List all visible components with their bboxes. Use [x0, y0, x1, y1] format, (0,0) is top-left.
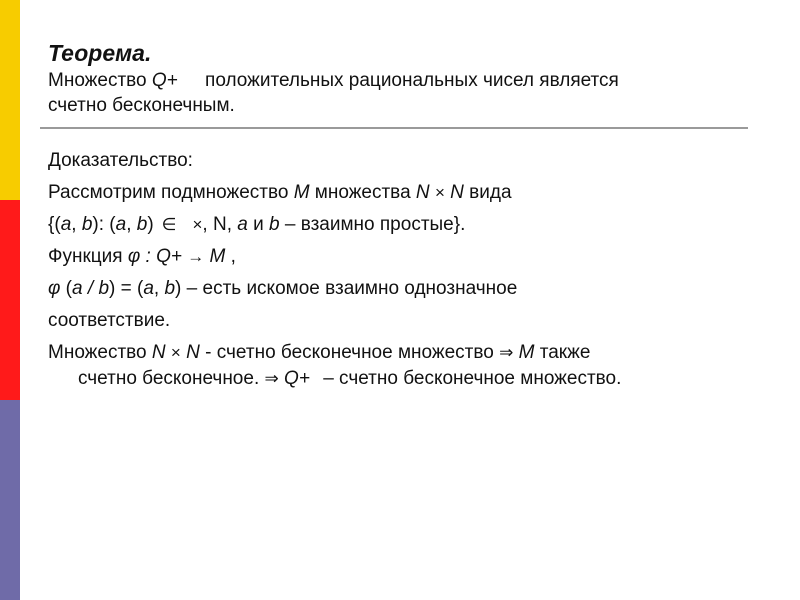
proof-block — [48, 145, 748, 392]
symbol-b: b — [81, 214, 93, 235]
text-segment: также — [539, 342, 591, 363]
symbol-n: N — [151, 342, 166, 363]
symbol-n: N — [415, 182, 430, 203]
text-segment: – взаимно простые}. — [279, 214, 466, 235]
text-segment: вида — [469, 182, 512, 203]
proof-heading: Доказательство: — [48, 150, 193, 171]
text-segment: ) = ( — [109, 278, 144, 299]
text-segment: , — [71, 214, 82, 235]
text-segment: {( — [48, 214, 61, 235]
symbol-q-plus: Q+ — [156, 246, 182, 267]
text-segment: , N, — [202, 214, 232, 235]
symbol-q-plus: Q+ — [151, 70, 178, 91]
text-segment: , — [126, 214, 137, 235]
symbol-a: a — [115, 214, 127, 235]
theorem-text-end: положительных рациональных чисел является — [205, 70, 619, 91]
text-segment: счетно бесконечное. — [78, 368, 260, 389]
text-segment: ( — [60, 278, 73, 299]
text-segment: множества — [314, 182, 411, 203]
symbol-phi: φ — [127, 246, 141, 267]
text-segment: Функция — [48, 246, 123, 267]
symbol-b: b — [136, 214, 148, 235]
sidebar-stripe-red — [0, 200, 20, 400]
sidebar-stripe-yellow — [0, 0, 20, 200]
symbol-a: a — [72, 278, 83, 299]
theorem-title: Теорема. — [48, 40, 152, 66]
proof-line-6 — [48, 340, 748, 366]
text-segment: ): ( — [92, 214, 116, 235]
text-segment: ) — [147, 214, 154, 235]
proof-line-2 — [48, 209, 748, 241]
text-segment: и — [247, 214, 270, 235]
implies-arrow-icon: ⇒ — [499, 343, 514, 362]
divider-line — [40, 127, 748, 129]
sidebar-stripe-purple — [0, 400, 20, 600]
symbol-n: N — [186, 342, 200, 363]
symbol-a: a — [237, 214, 248, 235]
proof-line-5: соответствие. — [48, 310, 171, 331]
text-segment: Рассмотрим подмножество — [48, 182, 289, 203]
proof-line-4 — [48, 273, 748, 305]
text-segment: ) – есть искомое взаимно однозначное — [175, 278, 518, 299]
times-symbol: × — [170, 343, 181, 362]
symbol-a: a — [60, 214, 72, 235]
element-of-symbol: ∈ — [161, 215, 177, 234]
proof-line-3 — [48, 241, 748, 273]
theorem-text-start: Множество — [48, 70, 147, 91]
implies-arrow-icon: ⇒ — [264, 369, 279, 388]
symbol-b: b — [164, 278, 176, 299]
proof-line-7 — [48, 366, 748, 392]
proof-line-1 — [48, 177, 748, 209]
theorem-statement — [48, 68, 748, 118]
times-symbol: × — [434, 183, 445, 202]
arrow-right-icon: → — [187, 247, 205, 266]
symbol-m: M — [518, 342, 535, 363]
symbol-b: b — [269, 214, 280, 235]
text-segment: : — [140, 246, 157, 267]
times-symbol: × — [192, 215, 203, 234]
text-segment: - счетно бесконечное множество — [205, 342, 494, 363]
text-segment: – счетно бесконечное множество. — [323, 368, 622, 389]
text-segment: , — [153, 278, 165, 299]
symbol-m: M — [293, 182, 310, 203]
symbol-b: b — [98, 278, 110, 299]
symbol-n: N — [450, 182, 464, 203]
symbol-a: a — [143, 278, 154, 299]
symbol-q-plus: Q+ — [284, 368, 310, 389]
text-segment: , — [230, 246, 236, 267]
symbol-m: M — [209, 246, 226, 267]
symbol-phi: φ — [48, 278, 61, 299]
text-segment: Множество — [48, 342, 147, 363]
theorem-block — [48, 38, 748, 118]
theorem-text-line2: счетно бесконечным. — [48, 95, 235, 116]
text-segment: / — [82, 278, 99, 299]
